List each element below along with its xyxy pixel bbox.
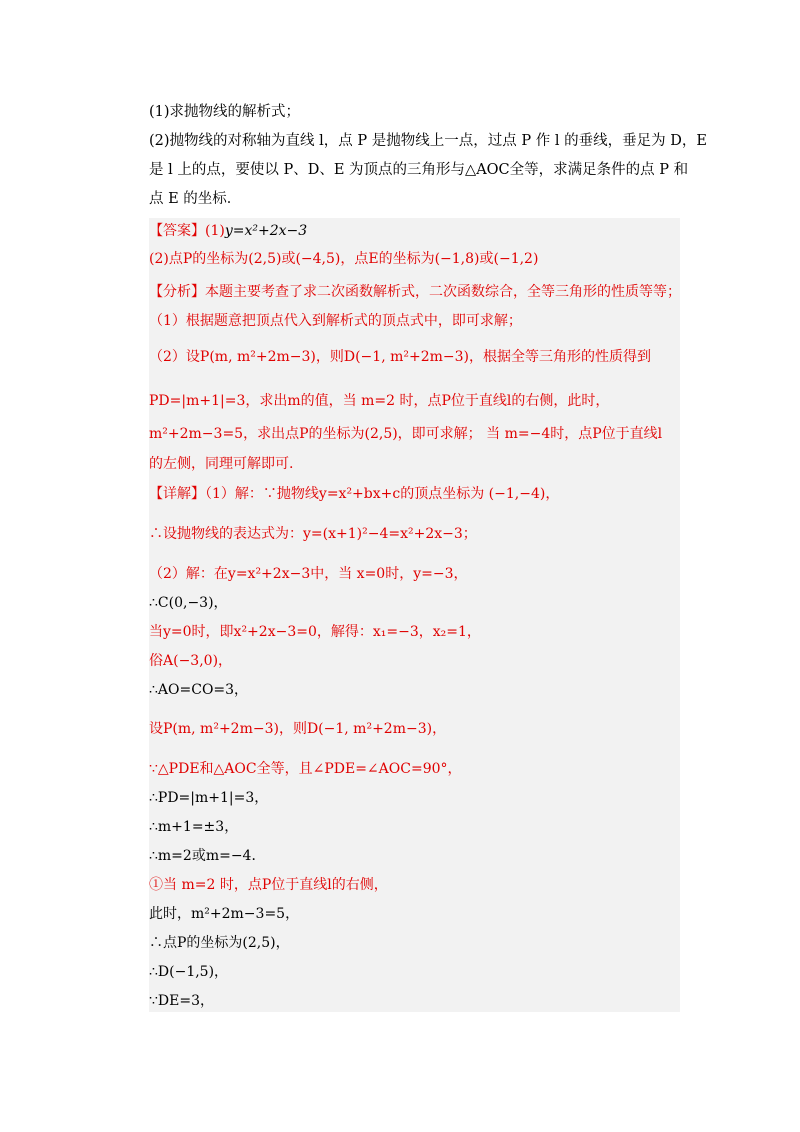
answer-tag: 【答案】 (149, 223, 205, 239)
detail-line-16: ∴D(−1,5)， (149, 964, 229, 980)
detail-line-14: 此时，m²+2m−3=5， (149, 906, 300, 922)
question-part-2-line-3: 点 E 的坐标． (149, 191, 242, 207)
answer-line-1 (149, 220, 307, 242)
detail-line-11: ∴m+1=±3， (149, 819, 239, 835)
detail-line-6: 俗A(−3,0)， (149, 653, 233, 669)
detail-line-9: ∵△PDE和△AOC全等，且∠PDE=∠AOC=90°， (149, 761, 462, 777)
detail-line-13: ①当 m=2 时，点P位于直线l的右侧， (149, 877, 388, 893)
answer-part-1-expression: y=x²+2x−3 (224, 223, 308, 239)
analysis-intro-text: 本题主要考查了求二次函数解析式，二次函数综合，全等三角形的性质等等； (205, 284, 681, 300)
analysis-step-1: （1）根据题意把顶点代入到解析式的顶点式中，即可求解； (149, 313, 522, 329)
question-part-2-line-1: (2)抛物线的对称轴为直线 l，点 P 是抛物线上一点，过点 P 作 l 的垂线，垂足为 D，E (149, 133, 707, 149)
analysis-intro (149, 281, 681, 303)
answer-line-2: (2)点P的坐标为(2,5)或(−4,5)，点E的坐标为(−1,8)或(−1,2) (149, 251, 539, 267)
detail-line-4: ∴C(0,−3)， (149, 595, 228, 611)
answer-part-1-label: (1) (205, 223, 225, 239)
detail-line-1-text: （1）解：∵抛物线y=x²+bx+c的顶点坐标为 (−1,−4)， (205, 486, 560, 502)
detail-line-3: （2）解：在y=x²+2x−3中，当 x=0时，y=−3， (149, 566, 468, 582)
detail-line-12: ∴m=2或m=−4． (149, 848, 266, 864)
detail-line-7: ∴AO=CO=3， (149, 682, 249, 698)
detail-line-5: 当y=0时，即x²+2x−3=0，解得：x₁=−3，x₂=1， (149, 624, 481, 640)
analysis-step-4: m²+2m−3=5，求出点P的坐标为(2,5)，即可求解； 当 m=−4时，点P位于直线l (149, 426, 663, 442)
question-part-2-line-2: 是 l 上的点，要使以 P、D、E 为顶点的三角形与△AOC全等，求满足条件的点 P 和 (149, 162, 689, 178)
analysis-step-2: （2）设P(m, m²+2m−3)，则D(−1, m²+2m−3)，根据全等三角形的性质得到 (149, 349, 651, 365)
detail-tag: 【详解】 (149, 486, 205, 502)
detail-line-10: ∴PD=|m+1|=3， (149, 790, 269, 806)
analysis-step-3: PD=|m+1|=3，求出m的值，当 m=2 时，点P位于直线l的右侧，此时， (149, 393, 610, 409)
detail-line-17: ∵DE=3， (149, 993, 214, 1009)
analysis-step-5: 的左侧，同理可解即可. (149, 456, 294, 472)
detail-line-2: ∴设抛物线的表达式为：y=(x+1)²−4=x²+2x−3； (149, 526, 477, 542)
detail-line-8: 设P(m, m²+2m−3)，则D(−1, m²+2m−3)， (149, 721, 447, 737)
question-part-1: (1)求抛物线的解析式； (149, 104, 301, 120)
detail-line-1 (149, 483, 559, 505)
solution-block (149, 218, 680, 1012)
detail-line-15: ∴点P的坐标为(2,5)， (149, 935, 290, 951)
analysis-tag: 【分析】 (149, 284, 205, 300)
